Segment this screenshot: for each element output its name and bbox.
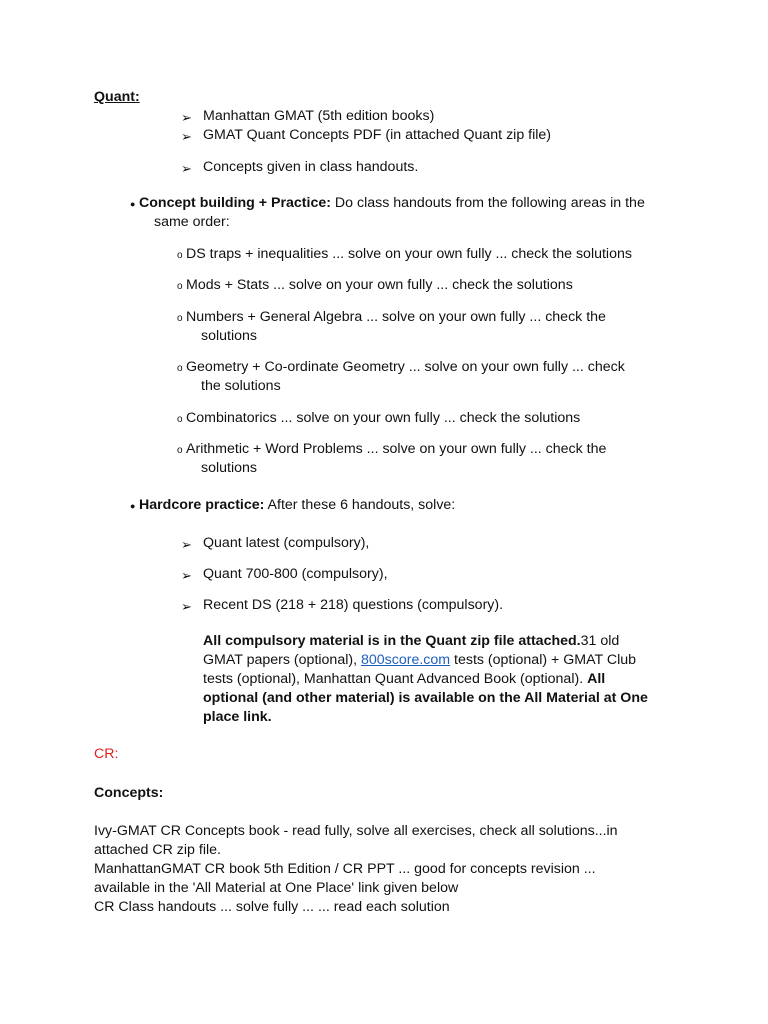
sub-item-6-line2: solutions bbox=[201, 460, 257, 476]
cr-heading: CR: bbox=[94, 746, 119, 762]
note-line4: optional (and other material) is available on the All Material at One bbox=[203, 690, 648, 706]
sub-item-1-line1: DS traps + inequalities ... solve on your own fully ... check the solutions bbox=[186, 246, 632, 262]
concept-building-line1 bbox=[139, 194, 645, 213]
quant-arrow-item-3: Concepts given in class handouts. bbox=[203, 159, 419, 175]
circle-bullet-icon: o bbox=[177, 313, 183, 324]
arrow-bullet-icon: ➢ bbox=[181, 129, 192, 144]
note-text1: 31 old bbox=[580, 633, 620, 649]
circle-bullet-icon: o bbox=[177, 281, 183, 292]
sub-item-2-line1: Mods + Stats ... solve on your own fully ... check the solutions bbox=[186, 277, 573, 293]
sub-item-4-line1: Geometry + Co-ordinate Geometry ... solve on your own fully ... check bbox=[186, 359, 625, 375]
hardcore-text: After these 6 handouts, solve: bbox=[264, 497, 456, 513]
circle-bullet-icon: o bbox=[177, 250, 183, 261]
quant-arrow-item-2: GMAT Quant Concepts PDF (in attached Quant zip file) bbox=[203, 127, 552, 143]
quant-heading: Quant: bbox=[94, 89, 140, 105]
hardcore-line bbox=[139, 496, 455, 515]
cr-line-5: CR Class handouts ... solve fully ... ... read each solution bbox=[94, 899, 450, 915]
cr-line-3: ManhattanGMAT CR book 5th Edition / CR PPT ... good for concepts revision ... bbox=[94, 861, 596, 877]
bullet-dot-icon: ● bbox=[130, 501, 136, 511]
arrow-bullet-icon: ➢ bbox=[181, 537, 192, 552]
sub-item-3-line2: solutions bbox=[201, 328, 257, 344]
note-line2-b: tests (optional) + GMAT Club bbox=[450, 652, 637, 668]
arrow-bullet-icon: ➢ bbox=[181, 110, 192, 125]
note-line3-text: tests (optional), Manhattan Quant Advanced Book (optional). bbox=[203, 671, 588, 687]
cr-concepts-heading: Concepts: bbox=[94, 785, 164, 801]
concept-building-text: Do class handouts from the following areas in the bbox=[330, 195, 645, 211]
sub-item-6-line1: Arithmetic + Word Problems ... solve on your own fully ... check the bbox=[186, 441, 607, 457]
bullet-dot-icon: ● bbox=[130, 199, 136, 209]
note-line2 bbox=[203, 651, 636, 670]
hardcore-label: Hardcore practice: bbox=[139, 497, 265, 513]
note-line2-a: GMAT papers (optional), bbox=[203, 652, 361, 668]
note-bold1: All compulsory material is in the Quant zip file attached. bbox=[203, 633, 581, 649]
cr-line-1: Ivy-GMAT CR Concepts book - read fully, solve all exercises, check all solutions...in bbox=[94, 823, 618, 839]
cr-line-2: attached CR zip file. bbox=[94, 842, 221, 858]
800score-link[interactable]: 800score.com bbox=[360, 652, 451, 668]
sub-item-5-line1: Combinatorics ... solve on your own fully ... check the solutions bbox=[186, 410, 581, 426]
circle-bullet-icon: o bbox=[177, 445, 183, 456]
arrow-bullet-icon: ➢ bbox=[181, 568, 192, 583]
hardcore-item-3: Recent DS (218 + 218) questions (compulsory). bbox=[203, 597, 504, 613]
circle-bullet-icon: o bbox=[177, 414, 183, 425]
circle-bullet-icon: o bbox=[177, 363, 183, 374]
note-line5: place link. bbox=[203, 709, 272, 725]
hardcore-item-1: Quant latest (compulsory), bbox=[203, 535, 370, 551]
note-bold2: All bbox=[587, 671, 606, 687]
concept-building-line2: same order: bbox=[154, 214, 230, 230]
note-line3 bbox=[203, 670, 605, 689]
concept-building-label: Concept building + Practice: bbox=[139, 195, 331, 211]
sub-item-3-line1: Numbers + General Algebra ... solve on your own fully ... check the bbox=[186, 309, 606, 325]
sub-item-4-line2: the solutions bbox=[201, 378, 281, 394]
arrow-bullet-icon: ➢ bbox=[181, 599, 192, 614]
arrow-bullet-icon: ➢ bbox=[181, 161, 192, 176]
hardcore-item-2: Quant 700-800 (compulsory), bbox=[203, 566, 388, 582]
note-line1 bbox=[203, 632, 619, 651]
quant-arrow-item-1: Manhattan GMAT (5th edition books) bbox=[203, 108, 435, 124]
cr-line-4: available in the 'All Material at One Place' link given below bbox=[94, 880, 459, 896]
